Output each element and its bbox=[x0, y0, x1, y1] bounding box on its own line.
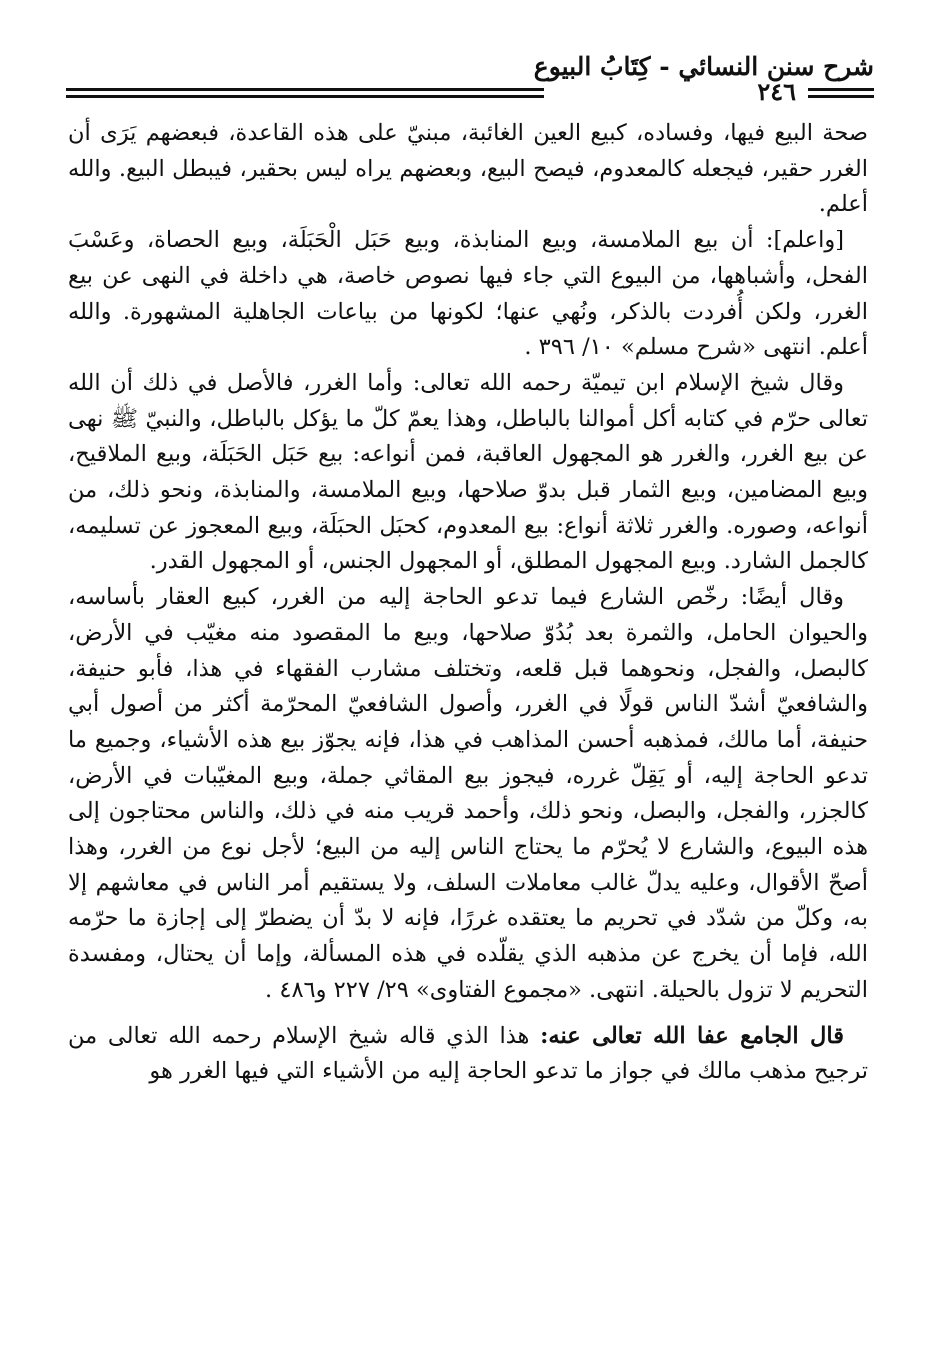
page-number-rule-bottom bbox=[808, 95, 874, 98]
page-number-rule-top bbox=[808, 88, 874, 91]
header-rule-top bbox=[66, 88, 544, 91]
paragraph-4: وقال أيضًا: رخّص الشارع فيما تدعو الحاجة إليه من الغرر، كبيع العقار بأساسه، والحيوان الحامل، والثمرة بعد بُدُوّ صلاحها، وبيع ما المقصود منه مغيّب في الأرض، كالبصل، والفجل، ونحوهما قبل قلعه، وتختلف مشارب الفقهاء في هذا، فأبو حنيفة، والشافعيّ أشدّ الناس قولًا في الغرر، وأصول الشافعيّ المحرّمة أكثر من أصول أبي حنيفة، أما مالك، فمذهبه أحسن المذاهب في هذا، فإنه يجوّز بيع هذه الأشياء، وجميع ما تدعو الحاجة إليه، أو يَقِلّ غرره، فيجوز بيع المقاثي جملة، وبيع المغيّبات في الأرض، كالجزر، والفجل، والبصل، ونحو ذلك، وأحمد قريب منه في ذلك، والناس محتاجون إلى هذه البيوع، والشارع لا يُحرّم ما يحتاج الناس إليه من البيع؛ لأجل نوع من الغرر، وهذا أصحّ الأقوال، وعليه يدلّ غالب معاملات السلف، ولا يستقيم أمر الناس في معاشهم إلا به، وكلّ من شدّد في تحريم ما يعتقده غررًا، فإنه لا بدّ أن يضطرّ إلى إجازة ما حرّمه الله، فإما أن يخرج عن مذهبه الذي يقلّده في هذه المسألة، وإما أن يحتال، ومفسدة التحريم لا تزول بالحيلة. انتهى. «مجموع الفتاوى» ٢٩/ ٢٢٧ و٤٨٦ . bbox=[68, 584, 868, 1003]
paragraph-1: صحة البيع فيها، وفساده، كبيع العين الغائبة، مبنيّ على هذه القاعدة، فبعضهم يَرَى أن الغرر حقير، فيجعله كالمعدوم، فيصح البيع، وبعضهم يراه ليس بحقير، فيبطل البيع. والله أعلم. bbox=[68, 120, 868, 218]
running-title: شرح سنن النسائي - كِتَابُ البيوع bbox=[533, 52, 874, 81]
page-body bbox=[68, 116, 868, 1332]
header-rule-bottom bbox=[66, 95, 544, 98]
author-text: هذا الذي قاله شيخ الإسلام رحمه الله تعالى من ترجيح مذهب مالك في جواز ما تدعو الحاجة إليه من الأشياء التي فيها الغرر هو bbox=[68, 1022, 868, 1085]
paragraph-5 bbox=[68, 1019, 868, 1090]
page-header bbox=[66, 52, 874, 104]
page-number-group bbox=[684, 77, 874, 108]
author-lead: قال الجامع عفا الله تعالى عنه: bbox=[540, 1022, 844, 1049]
paragraph-2: [واعلم]: أن بيع الملامسة، وبيع المنابذة، وبيع حَبَل الْحَبَلَة، وبيع الحصاة، وعَسْبَ الفحل، وأشباهها، من البيوع التي جاء فيها نصوص خاصة، هي داخلة في النهى عن بيع الغرر، ولكن أُفردت بالذكر، ونُهي عنها؛ لكونها من بياعات الجاهلية المشهورة. والله أعلم. انتهى «شرح مسلم» ١٠/ ٣٩٦ . bbox=[68, 227, 868, 361]
page-number: ٢٤٦ bbox=[757, 77, 796, 106]
paragraph-3: وقال شيخ الإسلام ابن تيميّة رحمه الله تعالى: وأما الغرر، فالأصل في ذلك أن الله تعالى حرّم في كتابه أكل أموالنا بالباطل، وهذا يعمّ كلّ ما يؤكل بالباطل، والنبيّ ﷺ نهى عن بيع الغرر، والغرر هو المجهول العاقبة، فمن أنواعه: بيع حَبَل الحَبَلَة، وبيع الملاقيح، وبيع المضامين، وبيع الثمار قبل بدوّ صلاحها، وبيع الملامسة، والمنابذة، ونحو ذلك، من أنواعه، وصوره. والغرر ثلاثة أنواع: بيع المعدوم، كحبَل الحبَلَة، وبيع المعجوز عن تسليمه، كالجمل الشارد. وبيع المجهول المطلق، أو المجهول الجنس، أو المجهول القدر. bbox=[68, 369, 868, 575]
